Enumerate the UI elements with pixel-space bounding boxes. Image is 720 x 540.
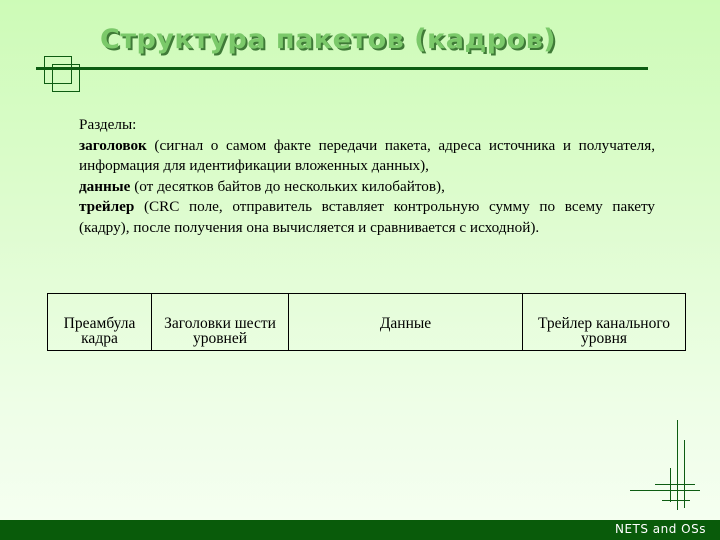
section-description: (сигнал о самом факте передачи пакета, адреса источника и получателя, информация для идентификации вложенных данных),	[79, 136, 655, 175]
section-term: данные	[79, 177, 131, 195]
section-data	[79, 177, 655, 198]
footer-bar	[0, 520, 720, 540]
cell-trailer: Трейлер канального уровня	[523, 294, 686, 351]
deco-line	[662, 500, 690, 501]
corner-square-inner	[52, 64, 80, 92]
title-rule	[36, 67, 648, 70]
footer-label: NETS and OSs	[614, 522, 706, 536]
deco-line	[655, 484, 695, 485]
section-description: (от десятков байтов до нескольких килобайтов),	[130, 177, 445, 195]
intro-line: Разделы:	[79, 116, 137, 133]
slide-title: Структура пакетов (кадров)	[100, 24, 557, 55]
section-term: трейлер	[79, 198, 135, 216]
cell-data: Данные	[289, 294, 523, 351]
frame-structure-table	[47, 293, 686, 351]
deco-line	[670, 468, 671, 502]
body-text	[79, 115, 655, 239]
section-header	[79, 136, 655, 177]
section-term: заголовок	[79, 136, 147, 154]
deco-line	[684, 440, 685, 508]
frame-row	[48, 294, 686, 351]
cell-preamble: Преамбула кадра	[63, 315, 136, 347]
cell-headers: Заголовки шести уровней	[152, 294, 289, 351]
deco-line	[677, 420, 678, 510]
deco-line	[630, 490, 700, 491]
section-trailer	[79, 197, 655, 238]
section-description: (CRC поле, отправитель вставляет контрольную сумму по всему пакету (кадру), после получения она вычисляется и сравнивается с исходной).	[79, 198, 655, 236]
